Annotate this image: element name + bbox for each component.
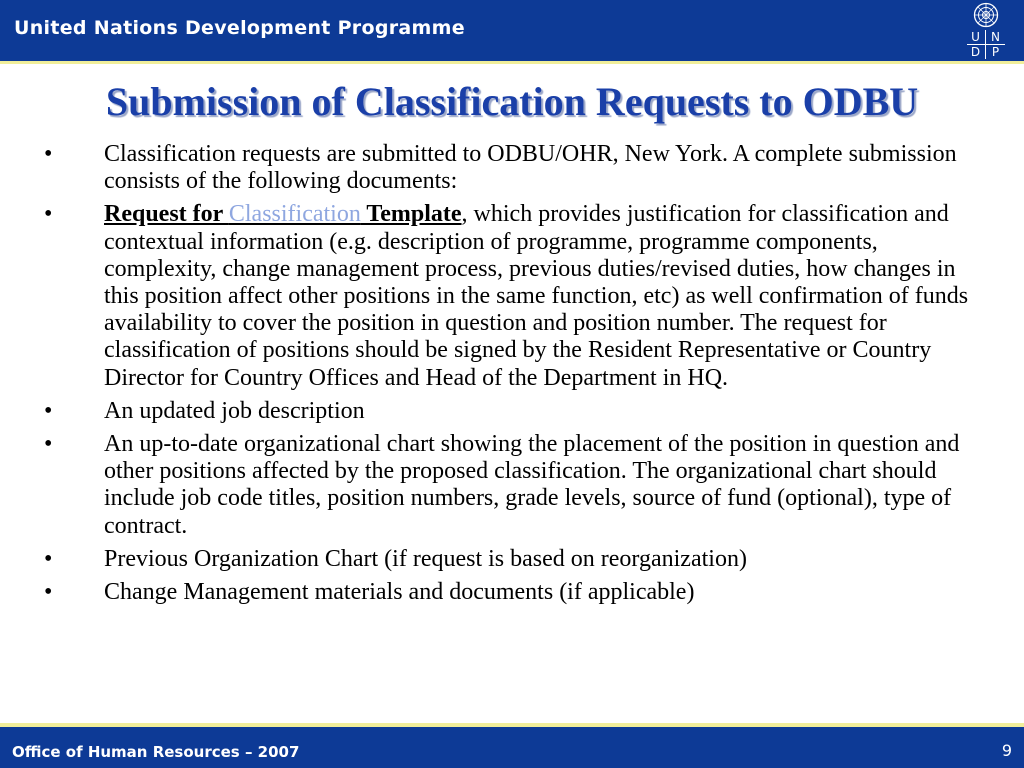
logo-letter-u: U xyxy=(971,30,980,44)
bullet-text: An updated job description xyxy=(104,397,365,424)
bullet-marker: • xyxy=(44,201,53,228)
bullet-marker: • xyxy=(44,141,53,167)
bullet-text: Previous Organization Chart (if request is based on reorganization) xyxy=(104,545,747,572)
undp-logo xyxy=(966,2,1006,59)
bullet-marker: • xyxy=(44,431,53,458)
bullet-text: Change Management materials and documents (if applicable) xyxy=(104,579,695,606)
link-text-request-for: Request for xyxy=(104,201,229,228)
bullet-list xyxy=(44,141,994,612)
list-item xyxy=(44,546,994,573)
header-bar xyxy=(0,0,1024,61)
footer-bar xyxy=(0,727,1024,768)
link-text-classification: Classification xyxy=(228,201,361,228)
page-number: 9 xyxy=(1001,741,1012,760)
bullet-marker: • xyxy=(44,579,53,606)
un-emblem-icon xyxy=(973,2,999,28)
bullet-text: , which provides justification for classification and contextual information (e.g. description of programme, programme components, complexity, change management process, previous duties/revised duties, how changes in this position affect other positions in the same function, etc) as well confirmation of funds availability to cover the position in question and position number. The request for classification of positions should be signed by the Resident Representative or Country Director for Country Offices and Head of the Department in HQ. xyxy=(104,201,969,391)
list-item xyxy=(44,201,994,391)
logo-letter-d: D xyxy=(970,45,981,59)
bullet-text: An up-to-date organizational chart showing the placement of the position in question and other positions affected by the proposed classification. The organizational chart should include job code titles, position numbers, grade levels, source of fund (optional), type of contract. xyxy=(104,431,960,539)
bullet-marker: • xyxy=(44,545,53,572)
logo-letter-p: P xyxy=(991,45,1000,59)
bullet-text: Classification requests are submitted to ODBU/OHR, New York. A complete submission consists of the following documents: xyxy=(104,141,957,195)
header-accent-line xyxy=(0,61,1024,64)
logo-letter-n: N xyxy=(991,30,1000,44)
footer-text: Office of Human Resources – 2007 xyxy=(12,743,300,761)
header-title: United Nations Development Programme xyxy=(14,17,465,39)
request-template-link[interactable] xyxy=(104,201,462,227)
list-item xyxy=(44,579,994,606)
list-item xyxy=(44,431,994,540)
list-item xyxy=(44,398,994,425)
list-item xyxy=(44,141,994,195)
link-text-template: Template xyxy=(360,201,462,228)
bullet-marker: • xyxy=(44,397,53,424)
slide-title: Submission of Classification Requests to ODBU xyxy=(105,79,919,124)
